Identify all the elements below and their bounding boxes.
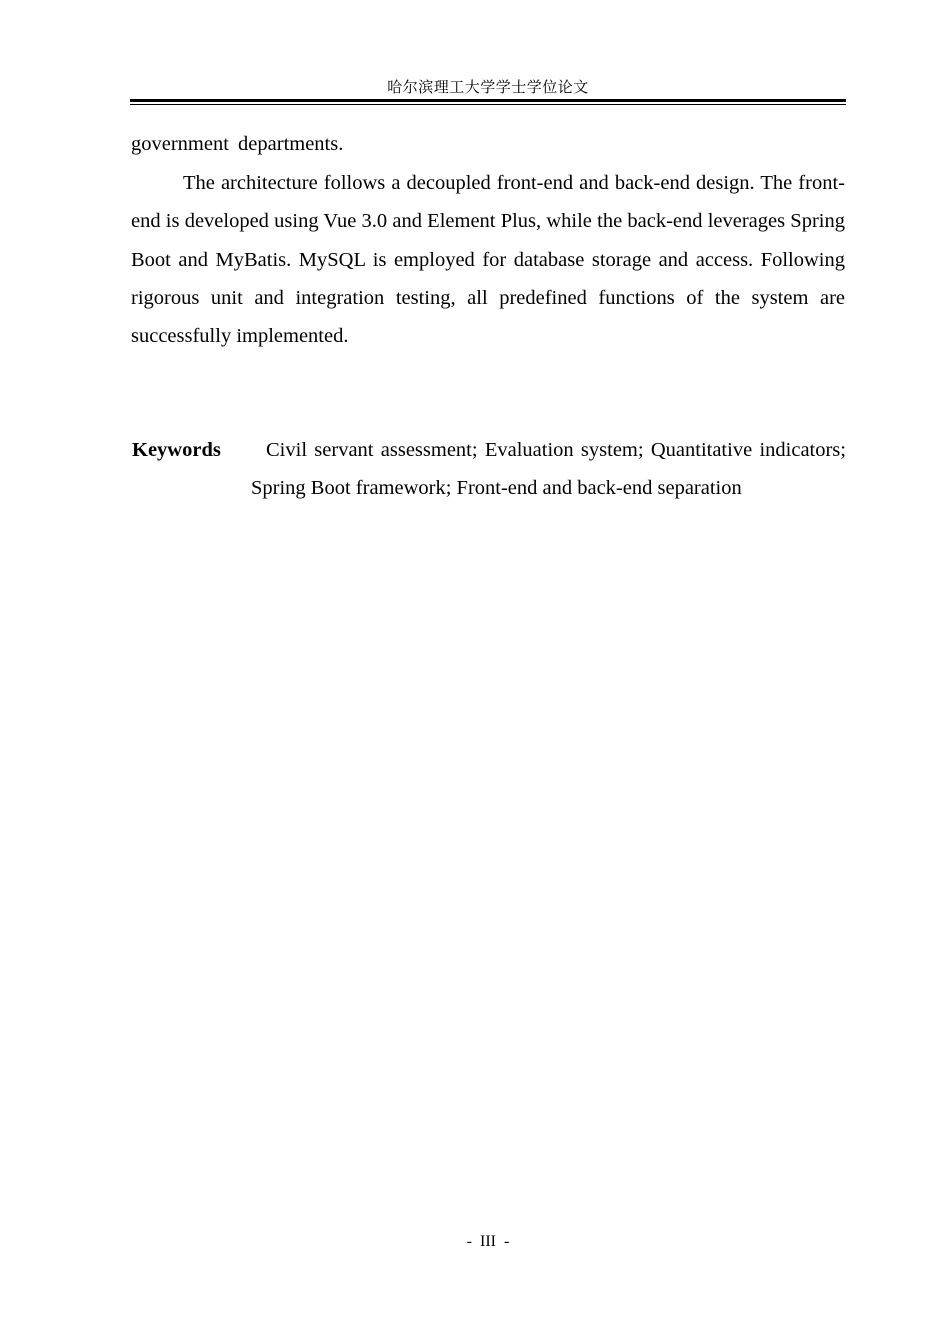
architecture-text: The architecture follows a decoupled front-end and back-end design. The front-end is developed using Vue 3.0 and Element Plus, while the back-end leverages Spring Boot and MyBatis. MySQL is employed for database storage and access. Following rigorous unit and integration testing, all predefined functions of the system are successfully implemented. <box>131 172 845 348</box>
keywords-label: Keywords <box>132 439 221 461</box>
continuation-paragraph <box>131 125 845 163</box>
page-number: - III - <box>466 1233 510 1250</box>
keywords-list: Civil servant assessment; Evaluation system; Quantitative indicators; Spring Boot framework; Front-end and back-end separation <box>251 439 846 500</box>
continuation-text: government departments. <box>131 133 344 155</box>
header-rule-thick <box>130 99 846 102</box>
architecture-paragraph <box>131 164 845 355</box>
page-header-title: 哈尔滨理工大学学士学位论文 <box>387 80 589 96</box>
header-rule-thin <box>130 104 846 105</box>
